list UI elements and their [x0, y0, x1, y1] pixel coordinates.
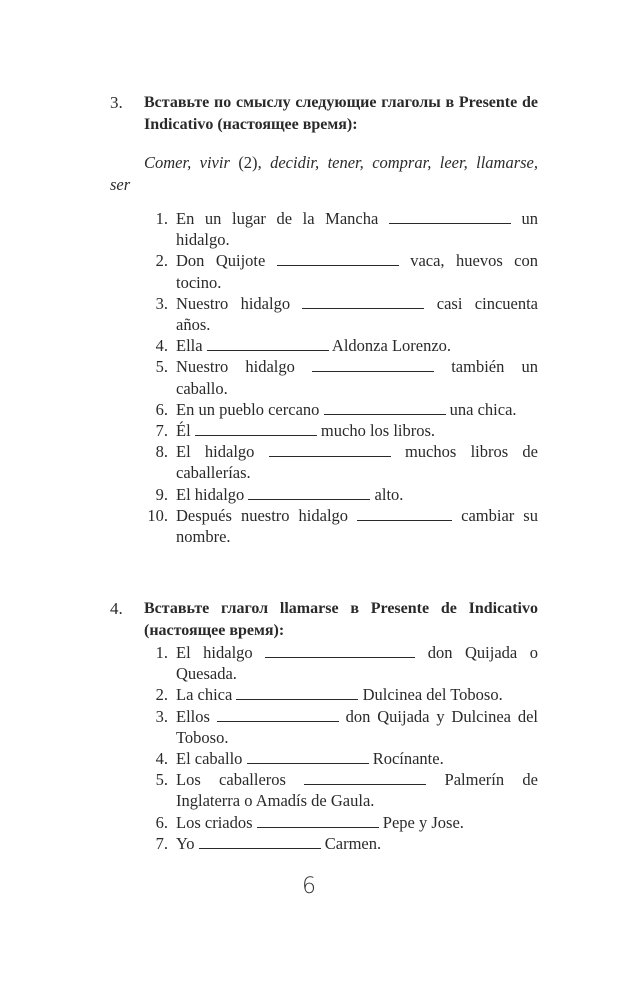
exercise-item [110, 642, 538, 684]
item-text-before: El hidalgo [176, 484, 249, 504]
answer-blank[interactable] [247, 749, 369, 764]
exercise-item [110, 208, 538, 250]
exercise-4-items [110, 642, 538, 854]
exercise-item [110, 684, 538, 705]
item-number: 2. [155, 685, 168, 705]
item-text-after: Dulcinea del Toboso. [358, 685, 503, 705]
item-text-after: alto. [370, 484, 404, 504]
item-text-after: don Quijada y Dulcinea del Toboso. [176, 706, 538, 747]
item-number: 4. [155, 749, 168, 769]
exercise-3-items [110, 208, 538, 547]
exercise-item [110, 706, 538, 748]
item-text-after: muchos libros de caballerías. [176, 442, 538, 483]
item-text-before: Yo [176, 833, 199, 853]
item-text-after: casi cincuenta años. [176, 293, 538, 335]
item-number: 9. [155, 484, 168, 504]
exercise-number: 3. [110, 93, 123, 112]
item-text-before: Nuestro hidalgo [176, 293, 303, 313]
answer-blank[interactable] [265, 643, 415, 658]
item-text [176, 441, 538, 483]
item-text-after: mucho los libros. [316, 421, 436, 441]
exercise-3-heading [110, 92, 538, 136]
answer-blank[interactable] [269, 442, 391, 457]
item-text-after: Rocínante. [368, 749, 444, 769]
item-number: 1. [155, 643, 168, 662]
item-text-after: Aldonza Lorenzo. [328, 336, 452, 356]
verb-list-part: Comer, vivir [144, 153, 239, 172]
item-text [176, 250, 538, 292]
item-text-before: Ellos [176, 706, 217, 726]
item-text [176, 833, 538, 854]
item-text-after: Carmen. [320, 833, 382, 853]
answer-blank[interactable] [312, 357, 434, 372]
exercise-item [110, 293, 538, 335]
answer-blank[interactable] [207, 336, 329, 351]
answer-blank[interactable] [324, 400, 446, 415]
item-text [176, 684, 538, 705]
answer-blank[interactable] [248, 485, 370, 500]
item-text-after: vaca, huevos con tocino. [176, 251, 538, 292]
page-number: 6 [302, 874, 316, 899]
exercise-item [110, 812, 538, 833]
item-text-after: cambiar su nombre. [176, 505, 538, 547]
exercise-4 [110, 598, 538, 854]
item-text-after: don Quijada o Quesada. [176, 643, 538, 684]
item-text [176, 706, 538, 748]
item-text [176, 208, 538, 250]
verb-list-part: , decidir, tener, comprar, leer, llamarse, ser [110, 153, 539, 194]
item-text [176, 642, 538, 684]
exercise-item [110, 748, 538, 769]
item-text [176, 769, 538, 811]
exercise-4-heading [110, 598, 538, 642]
item-text [176, 335, 538, 356]
answer-blank[interactable] [304, 770, 426, 785]
exercise-instruction: Вставьте глагол llamarse в Presente de Indicativo (настоящее время): [144, 600, 538, 639]
item-number: 3. [155, 293, 168, 313]
exercise-item [110, 505, 538, 547]
item-number: 5. [155, 770, 168, 790]
item-text-after: también un caballo. [176, 357, 539, 398]
answer-blank[interactable] [217, 707, 339, 722]
item-number: 3. [155, 706, 168, 726]
item-text-before: Los criados [176, 812, 257, 832]
item-text-before: El hidalgo [176, 643, 266, 662]
item-text-before: Ella [176, 336, 207, 356]
item-number: 7. [155, 833, 168, 853]
item-number: 5. [155, 357, 168, 377]
item-text [176, 420, 538, 441]
verb-list [110, 152, 538, 196]
answer-blank[interactable] [357, 506, 452, 521]
item-number: 10. [147, 505, 168, 525]
item-number: 4. [155, 336, 168, 356]
item-number: 8. [155, 442, 168, 462]
item-text-after: Palmerín de Inglaterra o Amadís de Gaula. [176, 770, 538, 811]
item-text-before: Después nuestro hidalgo [176, 505, 358, 525]
item-text-before: Don Quijote [176, 251, 277, 271]
answer-blank[interactable] [389, 209, 511, 224]
item-text-before: Nuestro hidalgo [176, 357, 313, 377]
item-number: 2. [155, 251, 168, 271]
item-text-before: En un pueblo cercano [176, 399, 324, 419]
item-text-before: El hidalgo [176, 442, 269, 462]
item-text [176, 505, 538, 547]
item-text-after: una chica. [445, 399, 517, 419]
item-text-after: Pepe y Jose. [378, 812, 464, 832]
item-text-after: un hidalgo. [176, 209, 538, 250]
item-text [176, 356, 538, 398]
answer-blank[interactable] [302, 294, 424, 309]
exercise-item [110, 441, 538, 483]
answer-blank[interactable] [195, 421, 317, 436]
item-text-before: En un lugar de la Mancha [176, 209, 389, 228]
exercise-instruction: Вставьте по смыслу следующие глаголы в Presente de Indicativo (настоящее время): [144, 94, 538, 133]
exercise-item [110, 484, 538, 505]
item-text-before: La chica [176, 685, 237, 705]
verb-count: (2) [238, 153, 258, 172]
exercise-number: 4. [110, 599, 123, 618]
item-text [176, 293, 538, 335]
item-text [176, 484, 538, 505]
answer-blank[interactable] [199, 834, 321, 849]
exercise-item [110, 420, 538, 441]
exercise-item [110, 335, 538, 356]
item-number: 7. [155, 421, 168, 441]
item-number: 6. [155, 399, 168, 419]
item-text-before: Él [176, 421, 195, 441]
answer-blank[interactable] [236, 685, 358, 700]
item-text-before: Los caballeros [176, 770, 305, 790]
exercise-3 [110, 92, 538, 547]
exercise-item [110, 399, 538, 420]
exercise-item [110, 769, 538, 811]
answer-blank[interactable] [257, 813, 379, 828]
answer-blank[interactable] [277, 251, 399, 266]
item-number: 6. [155, 812, 168, 832]
item-text [176, 399, 538, 420]
item-text [176, 748, 538, 769]
item-text-before: El caballo [176, 749, 247, 769]
exercise-item [110, 250, 538, 292]
item-number: 1. [155, 209, 168, 228]
exercise-item [110, 833, 538, 854]
item-text [176, 812, 538, 833]
exercise-item [110, 356, 538, 398]
